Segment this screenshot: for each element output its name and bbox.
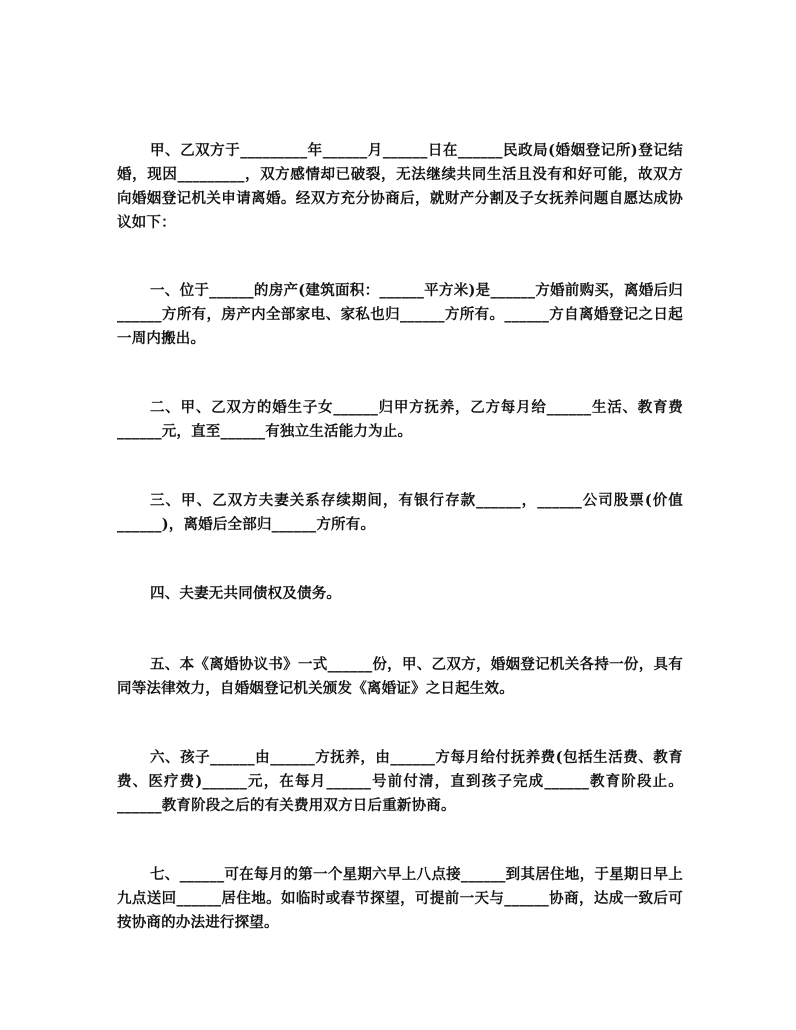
clause-5-copies: 五、本《离婚协议书》一式______份，甲、乙双方，婚姻登记机关各持一份，具有同等法律效力，自婚姻登记机关颁发《离婚证》之日起生效。 — [117, 656, 683, 697]
clause-4-debts: 四、夫妻无共同债权及债务。 — [150, 585, 342, 602]
clause-2-child-support: 二、甲、乙双方的婚生子女______归甲方抚养，乙方每月给______生活、教育费______元，直至______有独立生活能力为止。 — [117, 399, 683, 440]
clause-6-custody: 六、孩子______由______方抚养，由______方每月给付抚养费(包括生活费、教育费、医疗费)______元，在每月______号前付清，直到孩子完成______教育阶段止。______教育阶段之后的有关费用双方日后重新协商。 — [117, 749, 683, 814]
clause-1-property: 一、位于______的房产(建筑面积：______平方米)是______方婚前购买，离婚后归______方所有，房产内全部家电、家私也归______方所有。______方自离婚登记之日起一周内搬出。 — [117, 282, 683, 347]
paragraph-preamble: 甲、乙双方于_________年______月______日在______民政局(婚姻登记所)登记结婚，现因_________，双方感情却已破裂，无法继续共同生活且没有和好可能，故双方向婚姻登记机关申请离婚。经双方充分协商后，就财产分割及子女抚养问题自愿达成协议如下： — [117, 142, 683, 231]
clause-3-savings: 三、甲、乙双方夫妻关系存续期间，有银行存款______，______公司股票(价值______)，离婚后全部归______方所有。 — [117, 492, 683, 533]
clause-7-visitation: 七、______可在每月的第一个星期六早上八点接______到其居住地，于星期日早上九点送回______居住地。如临时或春节探望，可提前一天与______协商，达成一致后可按协商的办法进行探望。 — [117, 866, 683, 931]
